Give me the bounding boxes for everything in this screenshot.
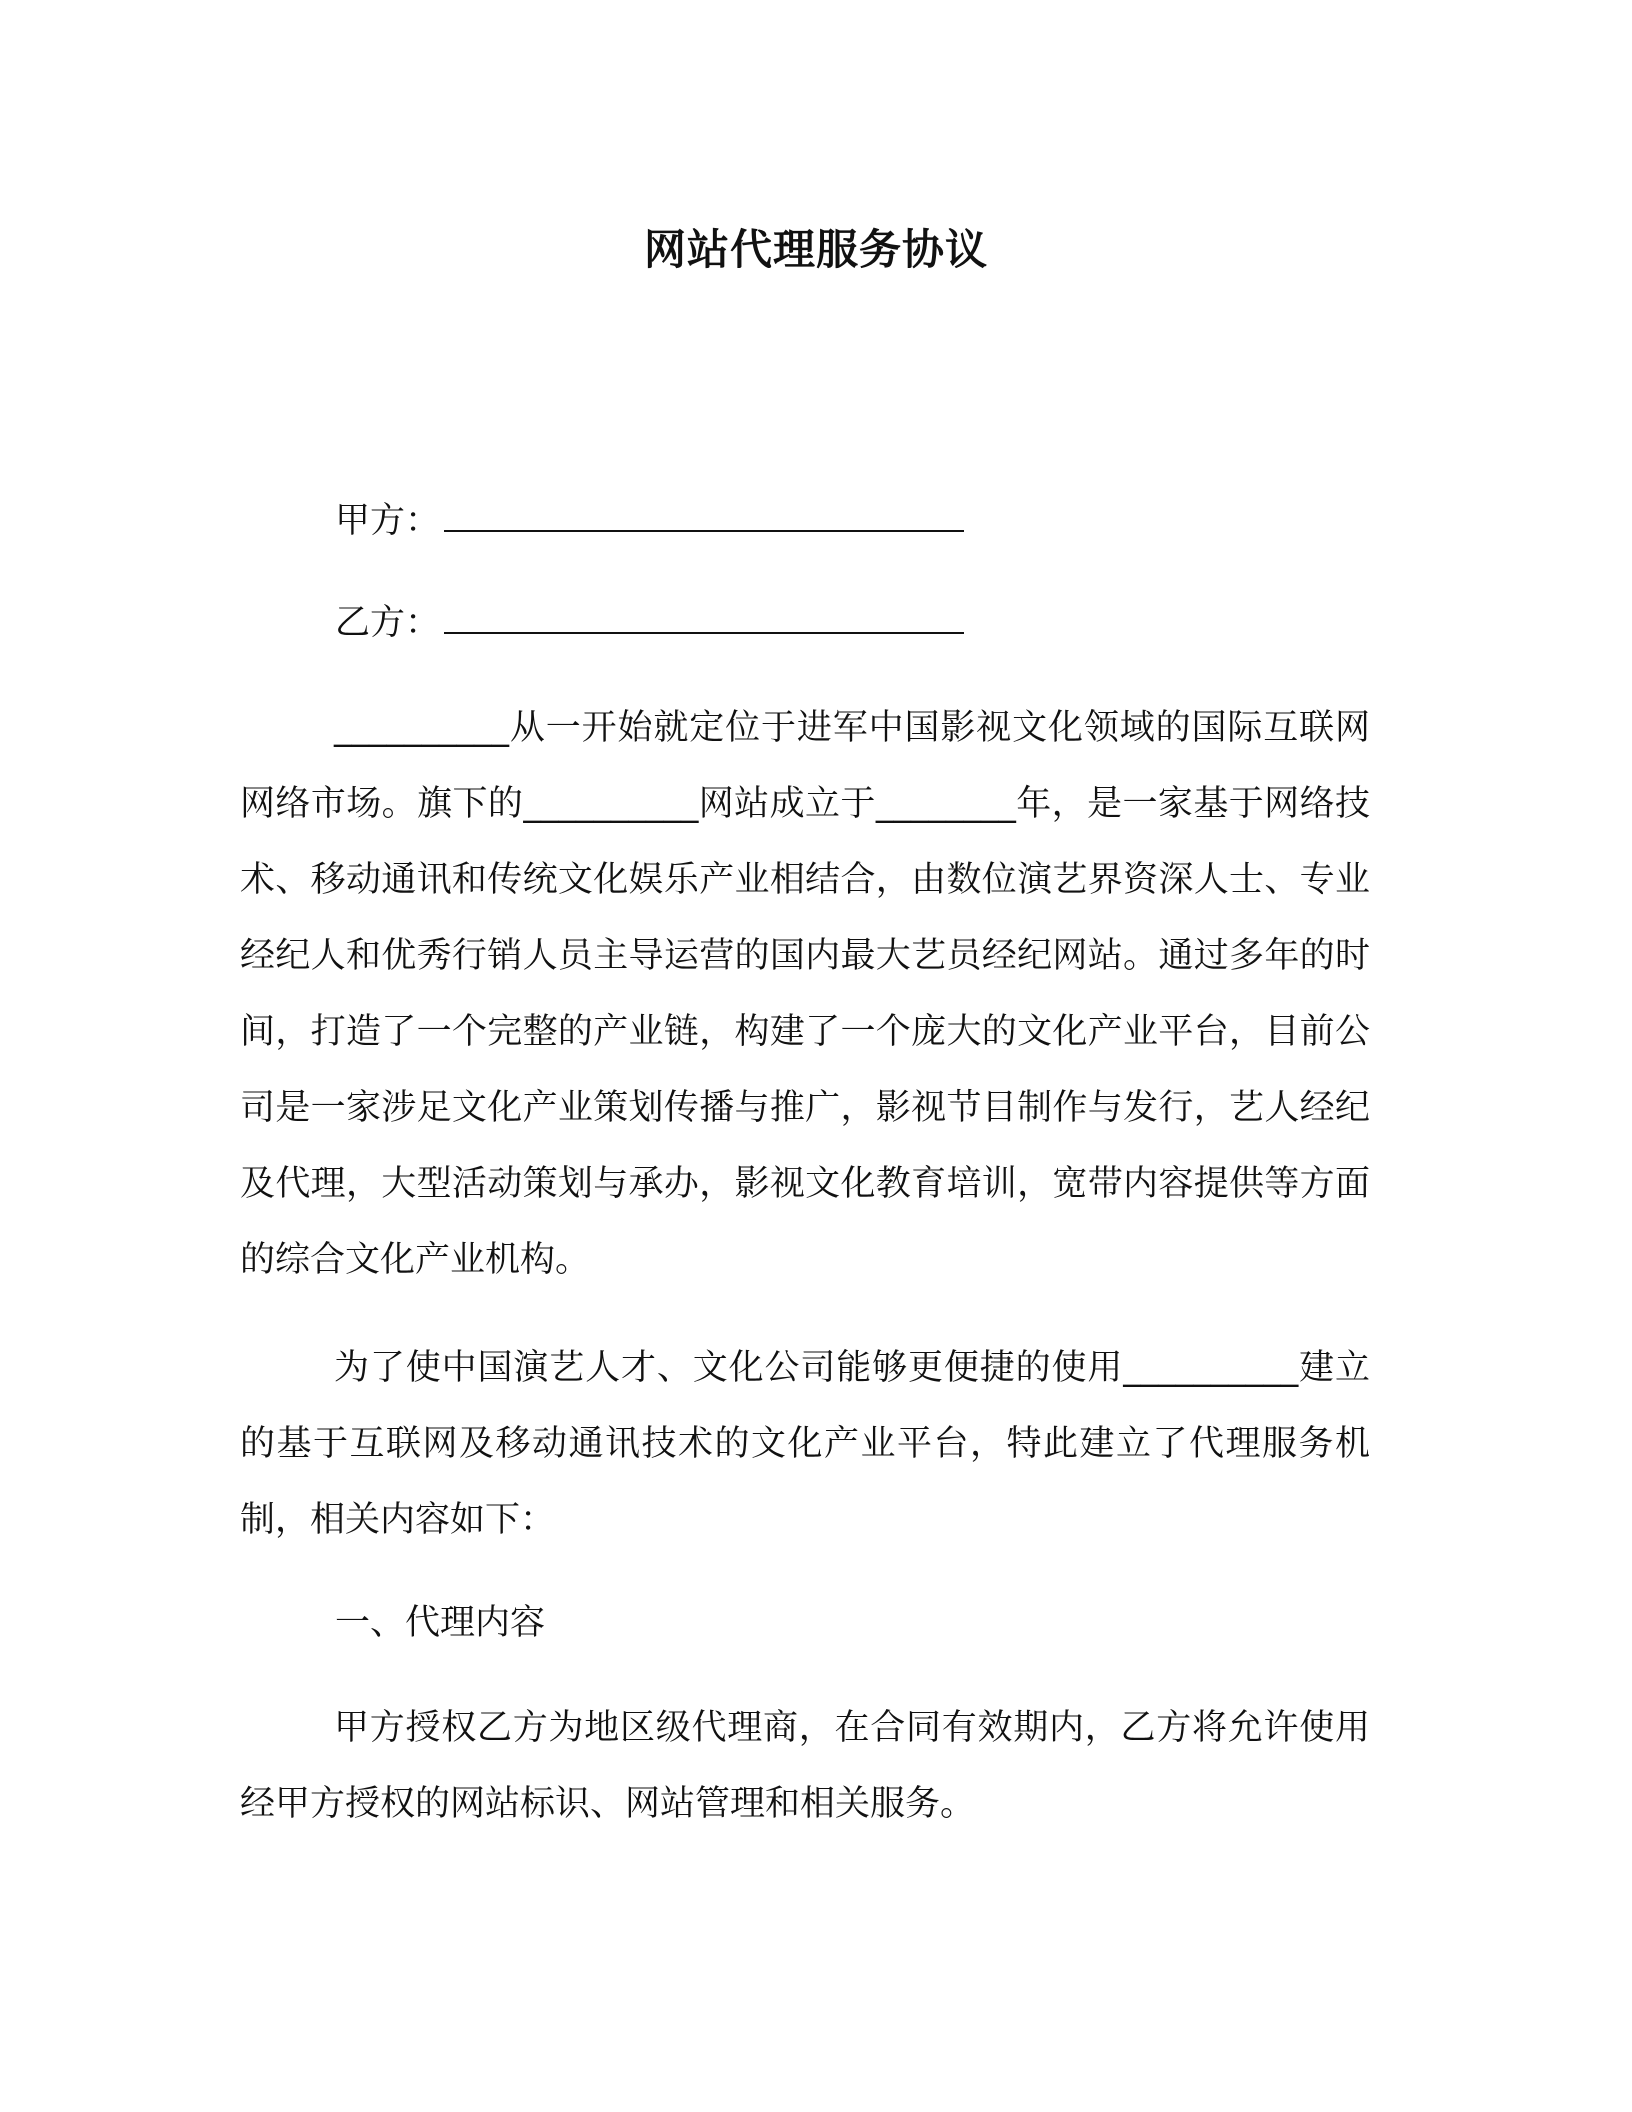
intro-paragraph: __________从一开始就定位于进军中国影视文化领域的国际互联网网络市场。旗下的__________网站成立于________年，是一家基于网络技术、移动通讯和传统文化娱乐产业相结合，由数位演艺界资深人士、专业经纪人和优秀行销人员主导运营的国内最大艺员经纪网站。通过多年的时间，打造了一个完整的产业链，构建了一个庞大的文化产业平台，目前公司是一家涉足文化产业策划传播与推广，影视节目制作与发行，艺人经纪及代理，大型活动策划与承办，影视文化教育培训，宽带内容提供等方面的综合文化产业机构。 xyxy=(240,708,1370,1280)
party-a-line xyxy=(335,496,964,546)
section-1-heading: 一、代理内容 xyxy=(335,1603,546,1643)
purpose-paragraph: 为了使中国演艺人才、文化公司能够更便捷的使用__________建立的基于互联网及移动通讯技术的文化产业平台，特此建立了代理服务机制，相关内容如下： xyxy=(240,1348,1370,1540)
party-a-blank xyxy=(444,500,964,532)
party-b-blank xyxy=(444,602,964,634)
party-b-label: 乙方： xyxy=(335,603,441,643)
authorization-paragraph: 甲方授权乙方为地区级代理商，在合同有效期内，乙方将允许使用经甲方授权的网站标识、网站管理和相关服务。 xyxy=(240,1708,1370,1824)
party-b-line xyxy=(335,598,964,648)
party-a-label: 甲方： xyxy=(335,501,441,541)
document-title: 网站代理服务协议 xyxy=(643,225,988,274)
